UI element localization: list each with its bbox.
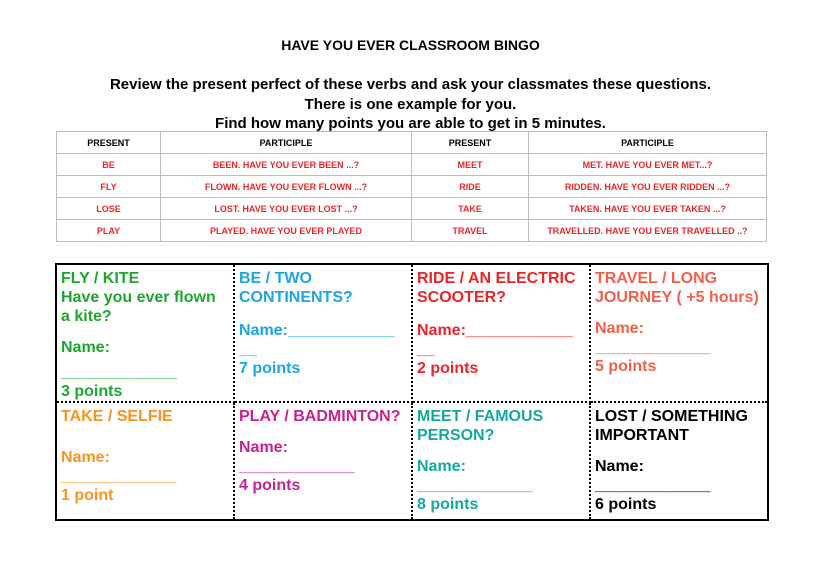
bingo-cell-meet-famous-person [412, 402, 590, 520]
name-blank: _____________ [595, 477, 711, 494]
verb-participle: FLOWN. HAVE YOU EVER FLOWN ...? [161, 176, 412, 198]
verb-present: PLAY [57, 220, 161, 242]
verb-table [56, 131, 767, 242]
verb-present: MEET [412, 154, 529, 176]
header-present: PRESENT [57, 132, 161, 154]
bingo-prompt: TAKE / SELFIE [61, 408, 173, 425]
name-blank: _____________ [595, 339, 711, 356]
bingo-cell-ride-scooter [412, 264, 590, 402]
bingo-prompt: MEET / FAMOUS PERSON? [417, 408, 544, 444]
bingo-cell-take-selfie [56, 402, 234, 520]
name-label: Name:____________ [417, 322, 573, 339]
verb-participle: TAKEN. HAVE YOU EVER TAKEN ...? [529, 198, 767, 220]
page-title: HAVE YOU EVER CLASSROOM BINGO [281, 37, 540, 53]
table-row [57, 176, 767, 198]
bingo-row [56, 264, 768, 402]
points-label: 7 points [239, 360, 301, 377]
name-blank: _____________ [61, 468, 177, 485]
name-blank: _____________ [61, 364, 177, 381]
bingo-question: Have you ever flown a kite? [61, 289, 216, 325]
table-row [57, 220, 767, 242]
bingo-prompt: LOST / SOMETHING IMPORTANT [595, 408, 748, 444]
verb-present: TRAVEL [412, 220, 529, 242]
points-label: 8 points [417, 496, 479, 513]
verb-participle: PLAYED. HAVE YOU EVER PLAYED [161, 220, 412, 242]
verb-table-header-row [57, 132, 767, 154]
verb-present: FLY [57, 176, 161, 198]
bingo-prompt: TRAVEL / LONG JOURNEY ( +5 hours) [595, 270, 759, 306]
bingo-grid [55, 263, 769, 521]
verb-participle: MET. HAVE YOU EVER MET...? [529, 154, 767, 176]
header-present: PRESENT [412, 132, 529, 154]
name-label: Name: [595, 320, 644, 337]
points-label: 5 points [595, 358, 657, 375]
verb-participle: TRAVELLED. HAVE YOU EVER TRAVELLED ..? [529, 220, 767, 242]
name-label: Name: [239, 439, 288, 456]
points-label: 6 points [595, 496, 657, 513]
bingo-prompt: BE / TWO CONTINENTS? [239, 270, 353, 306]
verb-participle: LOST. HAVE YOU EVER LOST ...? [161, 198, 412, 220]
bingo-prompt: FLY / KITE [61, 270, 140, 287]
verb-present: LOSE [57, 198, 161, 220]
name-label: Name:____________ [239, 322, 395, 339]
bingo-prompt: RIDE / AN ELECTRIC SCOOTER? [417, 270, 576, 306]
name-blank: _____________ [239, 458, 355, 475]
verb-present: BE [57, 154, 161, 176]
bingo-cell-be-two-continents [234, 264, 412, 402]
name-label: Name: [61, 449, 110, 466]
instruction-line-1: Review the present perfect of these verbs and ask your classmates these questions. [109, 76, 712, 93]
name-blank: __ [417, 341, 435, 358]
verb-participle: BEEN. HAVE YOU EVER BEEN ...? [161, 154, 412, 176]
bingo-cell-fly-kite [56, 264, 234, 402]
points-label: 4 points [239, 477, 301, 494]
name-blank: __ [239, 341, 257, 358]
bingo-cell-lost-something-important [590, 402, 768, 520]
table-row [57, 198, 767, 220]
header-participle: PARTICIPLE [161, 132, 412, 154]
verb-participle: RIDDEN. HAVE YOU EVER RIDDEN ...? [529, 176, 767, 198]
bingo-row [56, 402, 768, 520]
name-label: Name: [595, 458, 644, 475]
bingo-cell-play-badminton [234, 402, 412, 520]
instruction-line-3: Find how many points you are able to get in 5 minutes. [215, 115, 606, 132]
bingo-prompt: PLAY / BADMINTON? [239, 408, 401, 425]
points-label: 1 point [61, 487, 114, 504]
verb-present: RIDE [412, 176, 529, 198]
bingo-cell-travel-long-journey [590, 264, 768, 402]
verb-present: TAKE [412, 198, 529, 220]
name-label: Name: [417, 458, 466, 475]
instruction-line-2: There is one example for you. [304, 96, 517, 113]
name-blank: _____________ [417, 477, 533, 494]
name-label: Name: [61, 339, 110, 356]
table-row [57, 154, 767, 176]
header-participle: PARTICIPLE [529, 132, 767, 154]
points-label: 2 points [417, 360, 479, 377]
points-label: 3 points [61, 383, 123, 400]
